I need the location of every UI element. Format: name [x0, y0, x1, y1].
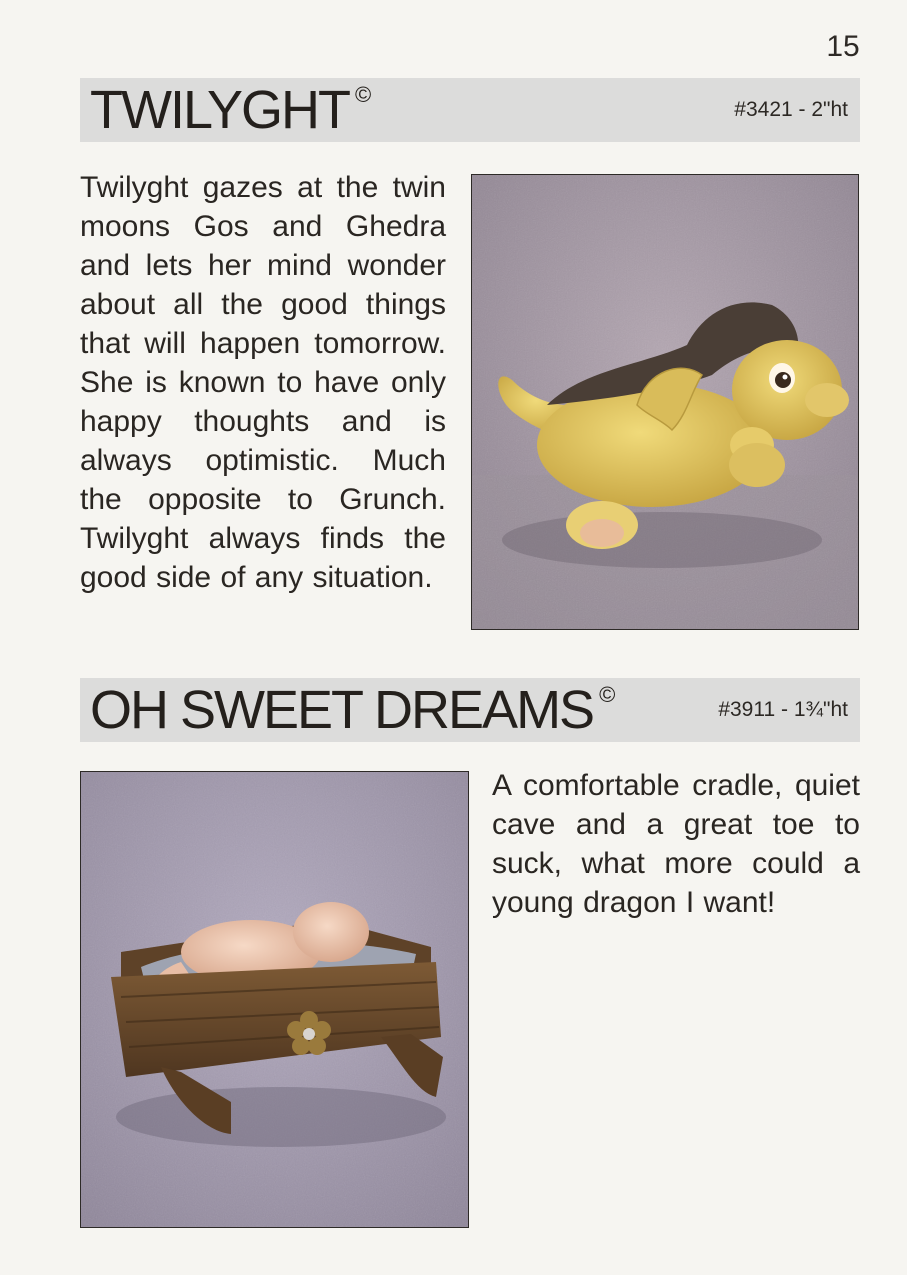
section-title [90, 80, 372, 140]
title-text: TWILYGHT [90, 80, 349, 140]
sleeping-dragon-cradle-image [81, 772, 468, 1227]
item-code: #3911 - 1¾"ht [718, 698, 848, 721]
page-number: 15 [826, 30, 860, 63]
section-title-bar-oh-sweet-dreams [80, 678, 860, 742]
section-title-bar-twilyght [80, 78, 860, 142]
copyright-symbol: © [354, 82, 372, 107]
sleeping-dragon-photo [80, 771, 469, 1228]
yellow-dragon-figurine-image [472, 175, 858, 629]
section-description: A comfortable cradle, quiet cave and a great toe to suck, what more could a young dragon I want! [492, 769, 860, 919]
section-description: Twilyght gazes at the twin moons Gos and Ghedra and lets her mind wonder about all the good things that will happen tomorrow. She is known to have only happy thoughts and is always optimistic. Much the opposite to Grunch. Twilyght always finds the good side of any situation. [80, 171, 446, 594]
item-code: #3421 - 2"ht [734, 98, 848, 121]
copyright-symbol: © [599, 682, 616, 707]
section-title [90, 680, 616, 740]
dragon-figurine-photo [471, 174, 859, 630]
title-text: OH SWEET DREAMS [90, 680, 594, 740]
